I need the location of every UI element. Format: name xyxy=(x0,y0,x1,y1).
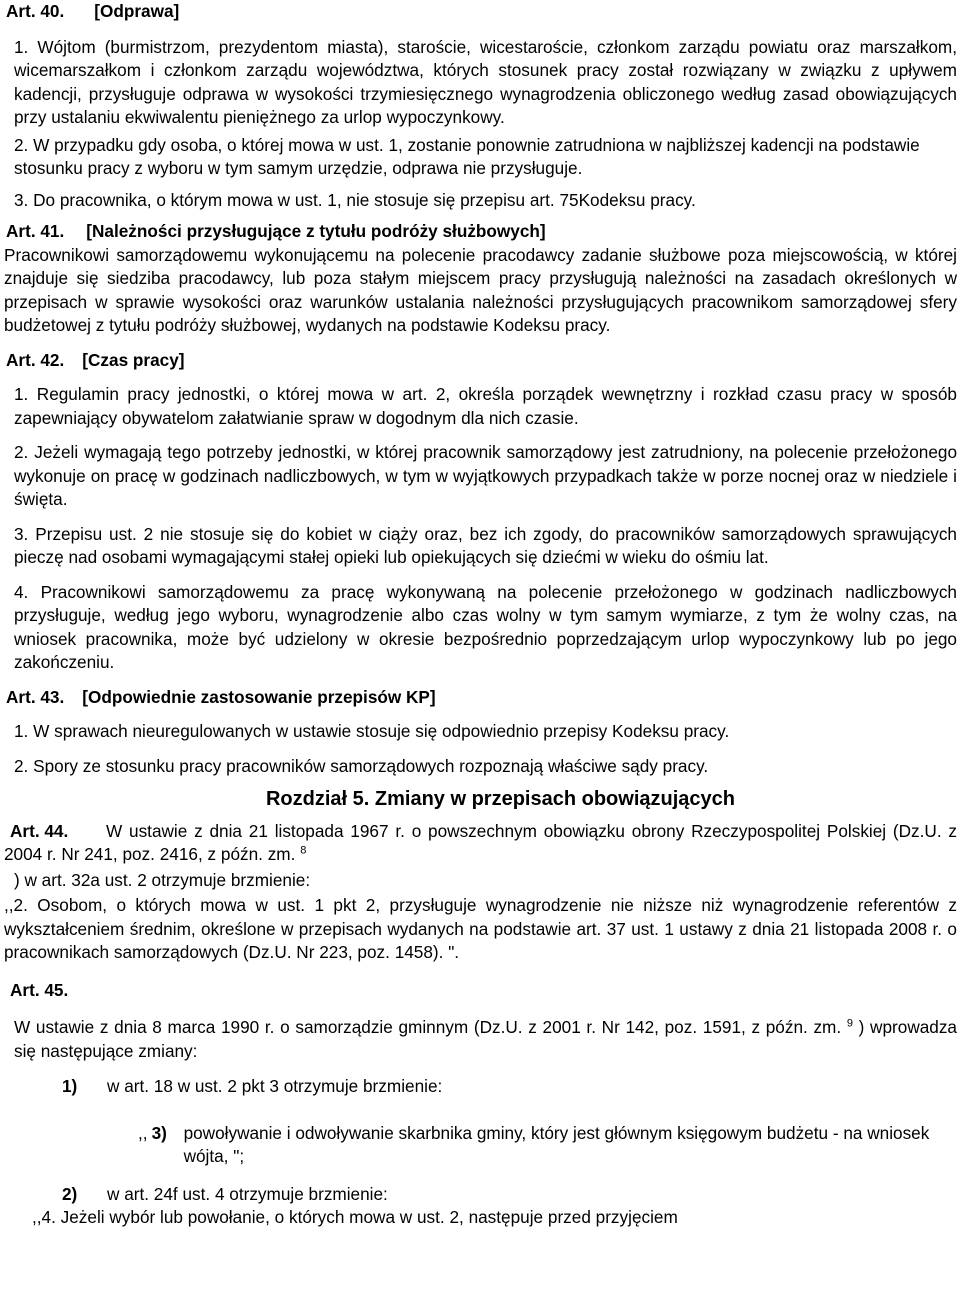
footnote-marker: 9 xyxy=(846,1017,853,1030)
list-item xyxy=(4,1183,957,1207)
art40-heading xyxy=(4,0,957,24)
paragraph xyxy=(4,244,957,338)
paragraph xyxy=(4,581,957,675)
list-item-text: w art. 18 w ust. 2 pkt 3 otrzymuje brzmienie: xyxy=(107,1076,443,1096)
article-number: Art. 43. xyxy=(6,686,65,707)
paragraph xyxy=(4,755,957,779)
article-title: [Odprawa] xyxy=(94,1,180,21)
chapter-heading: Rozdział 5. Zmiany w przepisach obowiązujących xyxy=(265,788,735,810)
paragraph-text: 3. Do pracownika, o którym mowa w ust. 1, nie stosuje się przepisu art. 75Kodeksu pracy. xyxy=(14,189,696,210)
quoted-provision xyxy=(4,1206,957,1230)
subitem-number: 3) xyxy=(151,1122,167,1143)
paragraph-text: ) wprowadza się następujące zmiany: xyxy=(14,1017,957,1061)
quoted-subitem xyxy=(4,1122,957,1169)
art43-heading xyxy=(4,686,957,710)
paragraph-text: 2. Spory ze stosunku pracy pracowników samorządowych rozpoznają właściwe sądy pracy. xyxy=(14,755,709,776)
paragraph xyxy=(4,441,957,512)
paragraph-text: 2. W przypadku gdy osoba, o której mowa w ust. 1, zostanie ponownie zatrudniona w najbliższej kadencji na podstawie stosunku pracy z wyboru w tym samym urzędzie, odprawa nie przysługuje. xyxy=(14,134,920,178)
art45-intro xyxy=(4,1016,957,1063)
paragraph-text: 1. W sprawach nieuregulowanych w ustawie stosuje się odpowiednio przepisy Kodeksu pracy. xyxy=(14,721,730,741)
article-number: Art. 44. xyxy=(10,820,69,841)
paragraph-text: Pracownikowi samorządowemu wykonującemu na polecenie pracodawcy zadanie służbowe poza miejscowością, w której znajduje się siedziba pracodawcy, lub poza stałym miejscem pracy przysługują należności na zasadach określonych w przepisach w sprawie wysokości oraz warunków ustalania należności przysługujących pracownikom samorządowej sfery budżetowej z tytułu podróży służbowej, wydanych na podstawie Kodeksu pracy. xyxy=(4,244,957,335)
quote-open: ,, xyxy=(138,1122,148,1143)
paragraph-text: W ustawie z dnia 8 marca 1990 r. o samorządzie gminnym (Dz.U. z 2001 r. Nr 142, poz. 1591, z późn. zm. xyxy=(14,1017,842,1037)
paragraph xyxy=(4,523,957,570)
art42-heading xyxy=(4,349,957,373)
paragraph-text: 3. Przepisu ust. 2 nie stosuje się do kobiet w ciąży oraz, bez ich zgody, do pracowników samorządowych sprawujących pieczę nad osobami wymagającymi stałej opieki lub opiekujących się dziećmi w wieku do ośmiu lat. xyxy=(14,523,957,567)
paragraph-text: W ustawie z dnia 21 listopada 1967 r. o powszechnym obowiązku obrony Rzeczypospolitej Polskiej (Dz.U. z 2004 r. Nr 241, poz. 2416, z późn. zm. xyxy=(4,820,957,864)
footnote-marker: 8 xyxy=(300,844,307,857)
article-number: Art. 45. xyxy=(10,979,69,1000)
paragraph-text: 4. Pracownikowi samorządowemu za pracę wykonywaną na polecenie przełożonego w godzinach nadliczbowych przysługuje, według jego wyboru, wynagrodzenie albo czas wolny w tym samym wymiarze, z tym że wolny czas, na wniosek pracownika, może być udzielony w okresie bezpośrednio poprzedzającym urlop wypoczynkowy lub po jego zakończeniu. xyxy=(14,581,957,672)
subitem-text: powoływanie i odwoływanie skarbnika gminy, który jest głównym księgowym budżetu - na wniosek wójta, "; xyxy=(183,1122,930,1166)
paragraph xyxy=(4,134,957,181)
art44-intro-continued xyxy=(4,869,957,893)
list-item-text: w art. 24f ust. 4 otrzymuje brzmienie: xyxy=(107,1183,388,1204)
article-title: [Czas pracy] xyxy=(82,349,185,370)
paragraph xyxy=(4,383,957,430)
art41-heading xyxy=(4,220,957,244)
article-number: Art. 41. xyxy=(6,221,65,241)
paragraph-text: ,,2. Osobom, o których mowa w ust. 1 pkt 2, przysługuje wynagrodzenie nie niższe niż wynagrodzenie referentów z wykształceniem średnim, określone w przepisach wydanych na podstawie art. 37 ust. 1 ustawy z dnia 21 listopada 2008 r. o pracownikach samorządowych (Dz.U. Nr 223, poz. 1458). ". xyxy=(4,895,957,962)
article-title: [Odpowiednie zastosowanie przepisów KP] xyxy=(82,686,436,707)
paragraph xyxy=(4,720,957,744)
paragraph xyxy=(4,189,957,213)
quoted-provision xyxy=(4,894,957,965)
list-item-number: 2) xyxy=(62,1183,78,1204)
list-item xyxy=(4,1075,957,1099)
article-number: Art. 42. xyxy=(6,349,65,370)
art44-intro xyxy=(4,820,957,867)
paragraph xyxy=(4,36,957,130)
paragraph-text: ) w art. 32a ust. 2 otrzymuje brzmienie: xyxy=(14,869,311,890)
paragraph-text: 1. Wójtom (burmistrzom, prezydentom miasta), staroście, wicestaroście, członkom zarządu powiatu oraz marszałkom, wicemarszałkom i członkom zarządu województwa, których stosunek pracy został rozwiązany w związku z upływem kadencji, przysługuje odprawa w wysokości trzymiesięcznego wynagrodzenia obliczonego według zasad obowiązujących przy ustalaniu ekwiwalentu pieniężnego za urlop wypoczynkowy. xyxy=(14,36,957,127)
paragraph-text: 1. Regulamin pracy jednostki, o której mowa w art. 2, określa porządek wewnętrzny i rozkład czasu pracy w sposób zapewniający obywatelom załatwianie spraw w dogodnym dla nich czasie. xyxy=(14,384,957,428)
article-title: [Należności przysługujące z tytułu podróży służbowych] xyxy=(86,221,546,241)
paragraph-text: 2. Jeżeli wymagają tego potrzeby jednostki, w której pracownik samorządowy jest zatrudniony, na polecenie przełożonego wykonuje on pracę w godzinach nadliczbowych, w tym w wyjątkowych przypadkach także w porze nocnej oraz w niedziele i święta. xyxy=(14,442,957,509)
paragraph-text: ,,4. Jeżeli wybór lub powołanie, o których mowa w ust. 2, następuje przed przyjęciem xyxy=(32,1207,678,1227)
list-item-number: 1) xyxy=(62,1076,78,1096)
article-number: Art. 40. xyxy=(6,1,65,21)
art45-heading xyxy=(4,979,957,1003)
